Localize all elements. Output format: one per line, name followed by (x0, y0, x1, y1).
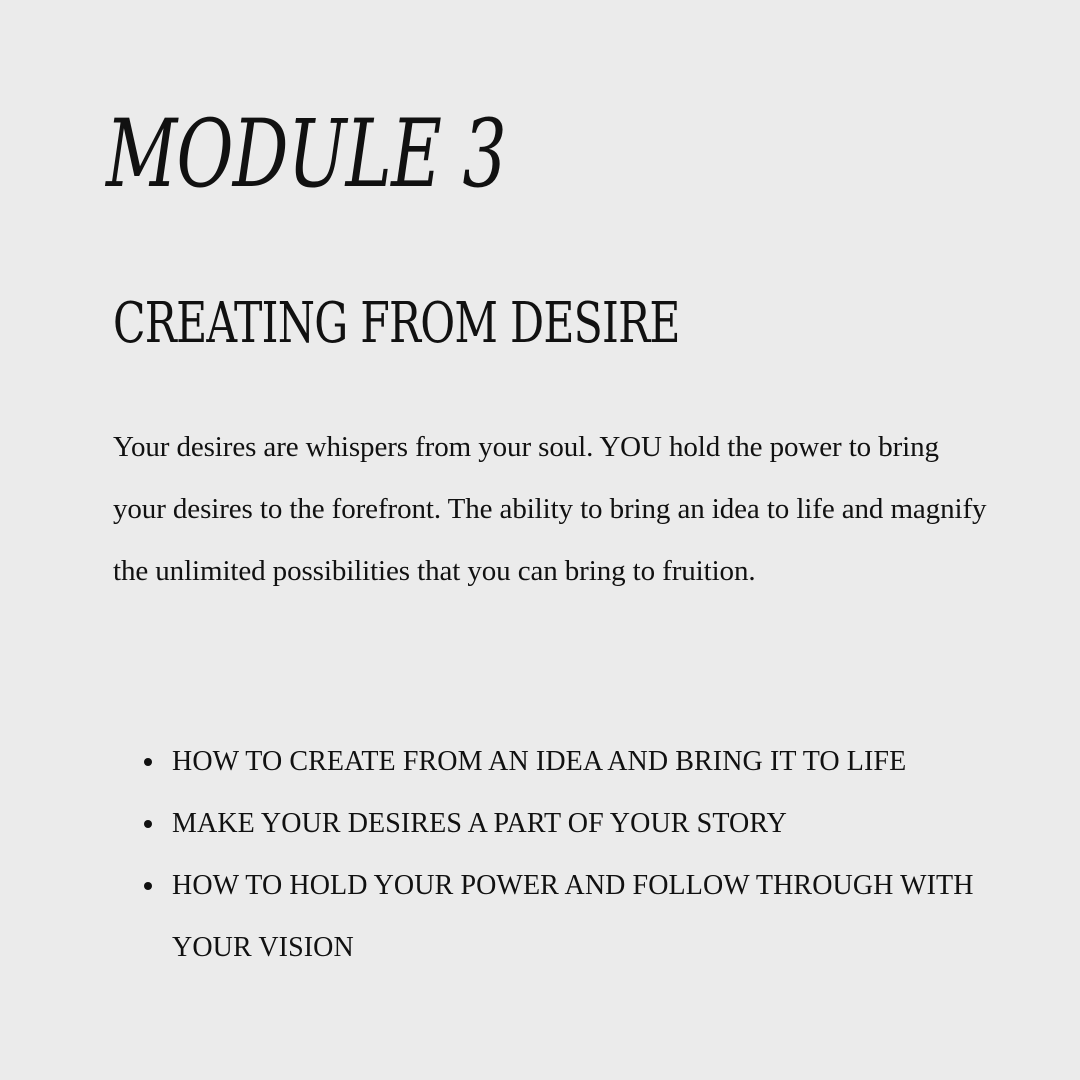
bullet-icon (144, 820, 152, 828)
intro-paragraph: Your desires are whispers from your soul. YOU hold the power to bring your desires to the forefront. The ability to bring an idea to life and magnify the unlimited possibilities that you can bring to fruition. (113, 431, 987, 587)
bullet-icon (144, 758, 152, 766)
topic-list (113, 731, 1013, 979)
bullet-icon (144, 882, 152, 890)
topic-label: HOW TO CREATE FROM AN IDEA AND BRING IT TO LIFE (172, 746, 907, 777)
module-title: MODULE 3 (106, 100, 507, 209)
module-subtitle: CREATING FROM DESIRE (113, 291, 680, 356)
topic-label: HOW TO HOLD YOUR POWER AND FOLLOW THROUGH WITH YOUR VISION (172, 870, 974, 963)
list-item (113, 793, 1013, 855)
list-item (113, 855, 1013, 979)
list-item (113, 731, 1013, 793)
topic-label: MAKE YOUR DESIRES A PART OF YOUR STORY (172, 808, 787, 839)
